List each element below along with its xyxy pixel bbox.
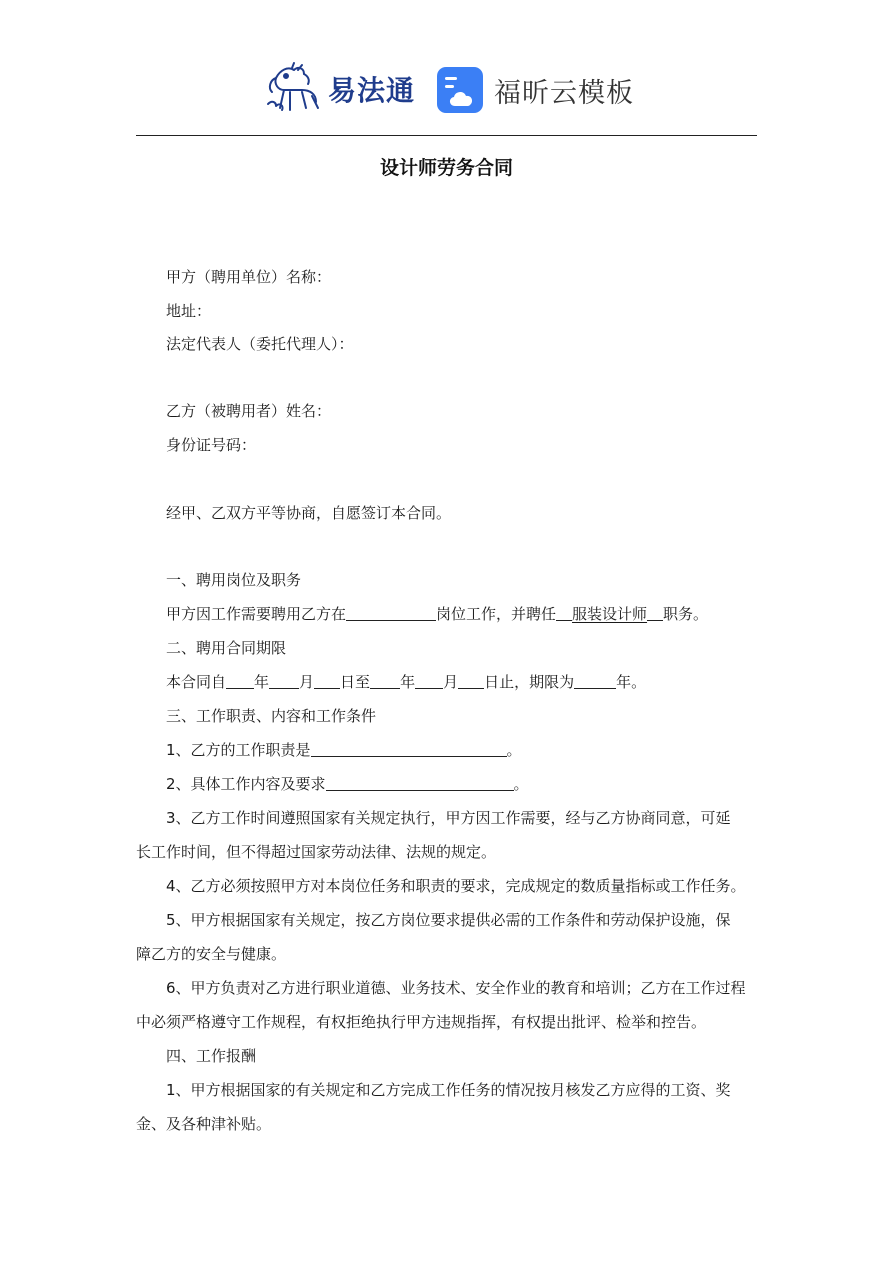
qilin-beast-icon: [262, 62, 324, 116]
party-a-address: 地址：: [166, 302, 212, 320]
fuxin-cloud-template-logo: [436, 66, 634, 114]
party-b-name: 乙方（被聘用者）姓名：: [166, 402, 332, 420]
section-4-heading: 四、工作报酬: [166, 1047, 257, 1065]
section-3-item-3-line-1: 3、乙方工作时间遵照国家有关规定执行，甲方因工作需要，经与乙方协商同意，可延: [166, 809, 731, 827]
party-b-id-number: 身份证号码：: [166, 436, 257, 454]
section-2-clause: 本合同自 年 月 日至 年 月 日止，期限为 年。: [136, 665, 760, 699]
section-3-heading: 三、工作职责、内容和工作条件: [166, 707, 377, 725]
party-a-representative: 法定代表人（委托代理人）：: [166, 335, 354, 353]
position-title: 服装设计师: [572, 605, 648, 623]
end-month-blank: [415, 670, 443, 689]
end-day-blank: [458, 670, 484, 689]
section-3-item-4: 4、乙方必须按照甲方对本岗位任务和职责的要求，完成规定的数质量指标或工作任务。: [166, 877, 746, 895]
section-3-item-5-line-2: 障乙方的安全与健康。: [136, 945, 287, 963]
start-year-blank: [226, 670, 254, 689]
section-3-item-3-line-2: 长工作时间，但不得超过国家劳动法律、法规的规定。: [136, 843, 497, 861]
section-3-item-6-line-1: 6、甲方负责对乙方进行职业道德、业务技术、安全作业的教育和培训；乙方在工作过程: [166, 979, 746, 997]
section-4-item-1-line-1: 1、甲方根据国家的有关规定和乙方完成工作任务的情况按月核发乙方应得的工资、奖: [166, 1081, 731, 1099]
document-title: 设计师劳务合同: [379, 157, 513, 179]
section-1-heading: 一、聘用岗位及职务: [166, 571, 302, 589]
section-3-item-1: 1、乙方的工作职责是 。: [136, 733, 760, 767]
fuxin-wordmark: 福昕云模板: [494, 77, 634, 109]
section-3-item-5-line-1: 5、甲方根据国家有关规定，按乙方岗位要求提供必需的工作条件和劳动保护设施，保: [166, 911, 731, 929]
document-header: [0, 0, 893, 136]
header-divider: [136, 135, 757, 136]
yifatong-wordmark: 易法通: [328, 74, 416, 107]
section-3-item-2: 2、具体工作内容及要求 。: [136, 767, 760, 801]
preamble: 经甲、乙双方平等协商，自愿签订本合同。: [166, 504, 452, 522]
section-2-heading: 二、聘用合同期限: [166, 639, 287, 657]
yifatong-logo: [262, 62, 415, 116]
start-day-blank: [314, 670, 340, 689]
section-3-item-6-line-2: 中必须严格遵守工作规程，有权拒绝执行甲方违规指挥，有权提出批评、检举和控告。: [136, 1013, 707, 1031]
term-years-blank: [574, 670, 616, 689]
start-month-blank: [269, 670, 299, 689]
party-a-name: 甲方（聘用单位）名称：: [166, 268, 332, 286]
section-1-clause: 甲方因工作需要聘用乙方在 岗位工作，并聘任 服装设计师 职务。: [136, 597, 760, 631]
underline-gap: [556, 602, 572, 621]
underline-gap: [647, 602, 663, 621]
work-content-blank: [326, 772, 514, 791]
document-cloud-icon: [436, 66, 484, 114]
end-year-blank: [370, 670, 400, 689]
post-blank: [346, 602, 436, 621]
section-4-item-1-line-2: 金、及各种津补贴。: [136, 1115, 272, 1133]
duties-blank: [311, 738, 507, 757]
